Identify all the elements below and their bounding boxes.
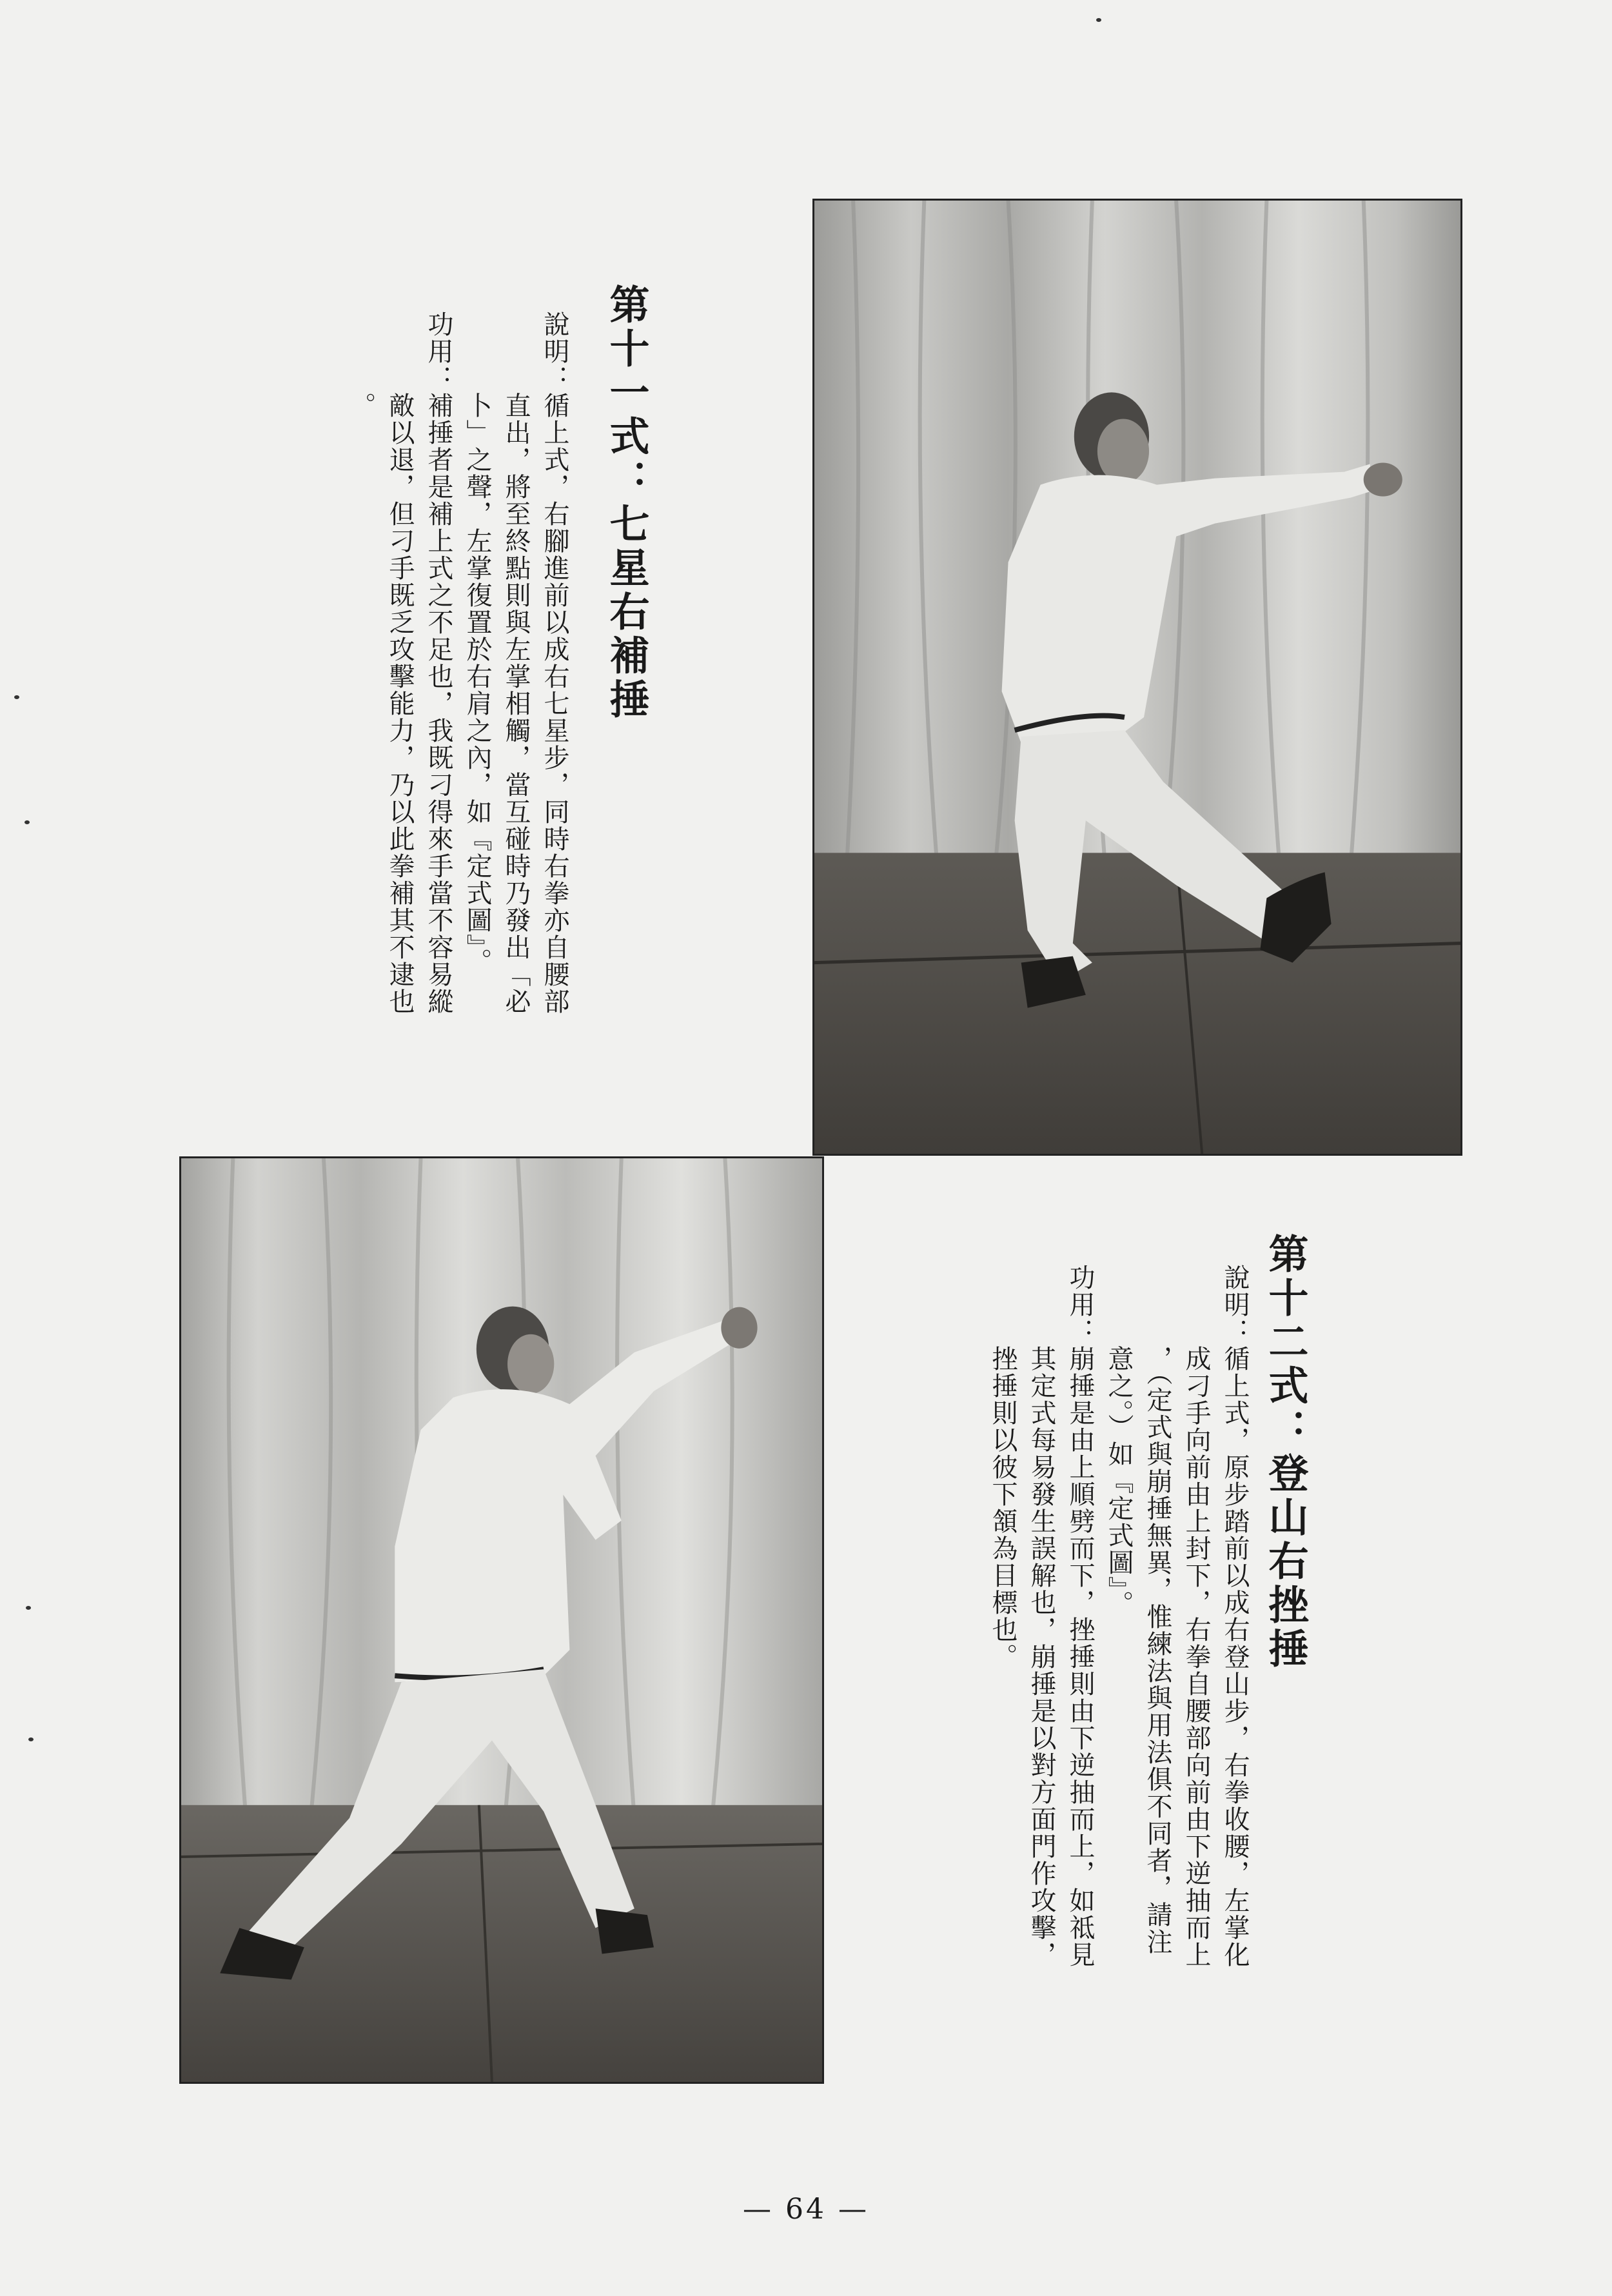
text-column: 其定式每易發生誤解也，崩捶是以對方面門作攻擊，: [1027, 1264, 1056, 1968]
text-column: 卜」之聲，左掌復置於右肩之內，如『定式圖』。: [462, 311, 492, 975]
text-column: ，（定式與崩捶無異，惟練法與用法俱不同者，請注: [1143, 1264, 1172, 1955]
text-column: 功用：補捶者是補上式之不足也，我既刁得來手當不容易縱: [424, 311, 453, 1015]
figure-photo-1: [814, 201, 1460, 1154]
scan-speck: [25, 820, 30, 824]
scan-speck: [14, 695, 19, 699]
text-column: 說明：循上式，右腳進前以成右七星步，同時右拳亦自腰部: [540, 311, 569, 1015]
text-block-form-12: [983, 1264, 1254, 2025]
text-column: 。: [346, 311, 376, 419]
page-number: — 64 —: [743, 2193, 869, 2226]
text-column: 意之。）如『定式圖』。: [1104, 1264, 1134, 1618]
scan-speck: [28, 1737, 34, 1741]
photo-qixing-right-buchui: [812, 199, 1462, 1156]
heading-form-12: 第十二式：登山右挫捶: [1262, 1233, 1309, 1672]
text-column: 敵以退，但刁手既乏攻擊能力，乃以此拳補其不逮也: [385, 311, 415, 1015]
scan-speck: [26, 1606, 31, 1610]
text-column: 成刁手向前由上封下，右拳自腰部向前由下逆抽而上: [1181, 1264, 1211, 1968]
text-column: 功用：崩捶是由上順劈而下，挫捶則由下逆抽而上，如祗見: [1065, 1264, 1095, 1968]
heading-form-11: 第十一式：七星右補捶: [603, 284, 650, 722]
text-column: 說明：循上式，原步踏前以成右登山步，右拳收腰，左掌化: [1220, 1264, 1250, 1968]
photo-dengshan-right-cuochui: [179, 1156, 824, 2084]
scan-speck: [1096, 18, 1101, 22]
figure-photo-2: [181, 1158, 822, 2082]
text-column: 挫捶則以彼下頷為目標也。: [988, 1264, 1017, 1670]
text-block-form-11: [342, 311, 574, 1072]
text-column: 直出，將至終點則與左掌相觸，當互碰時乃發出「必: [501, 311, 531, 1015]
